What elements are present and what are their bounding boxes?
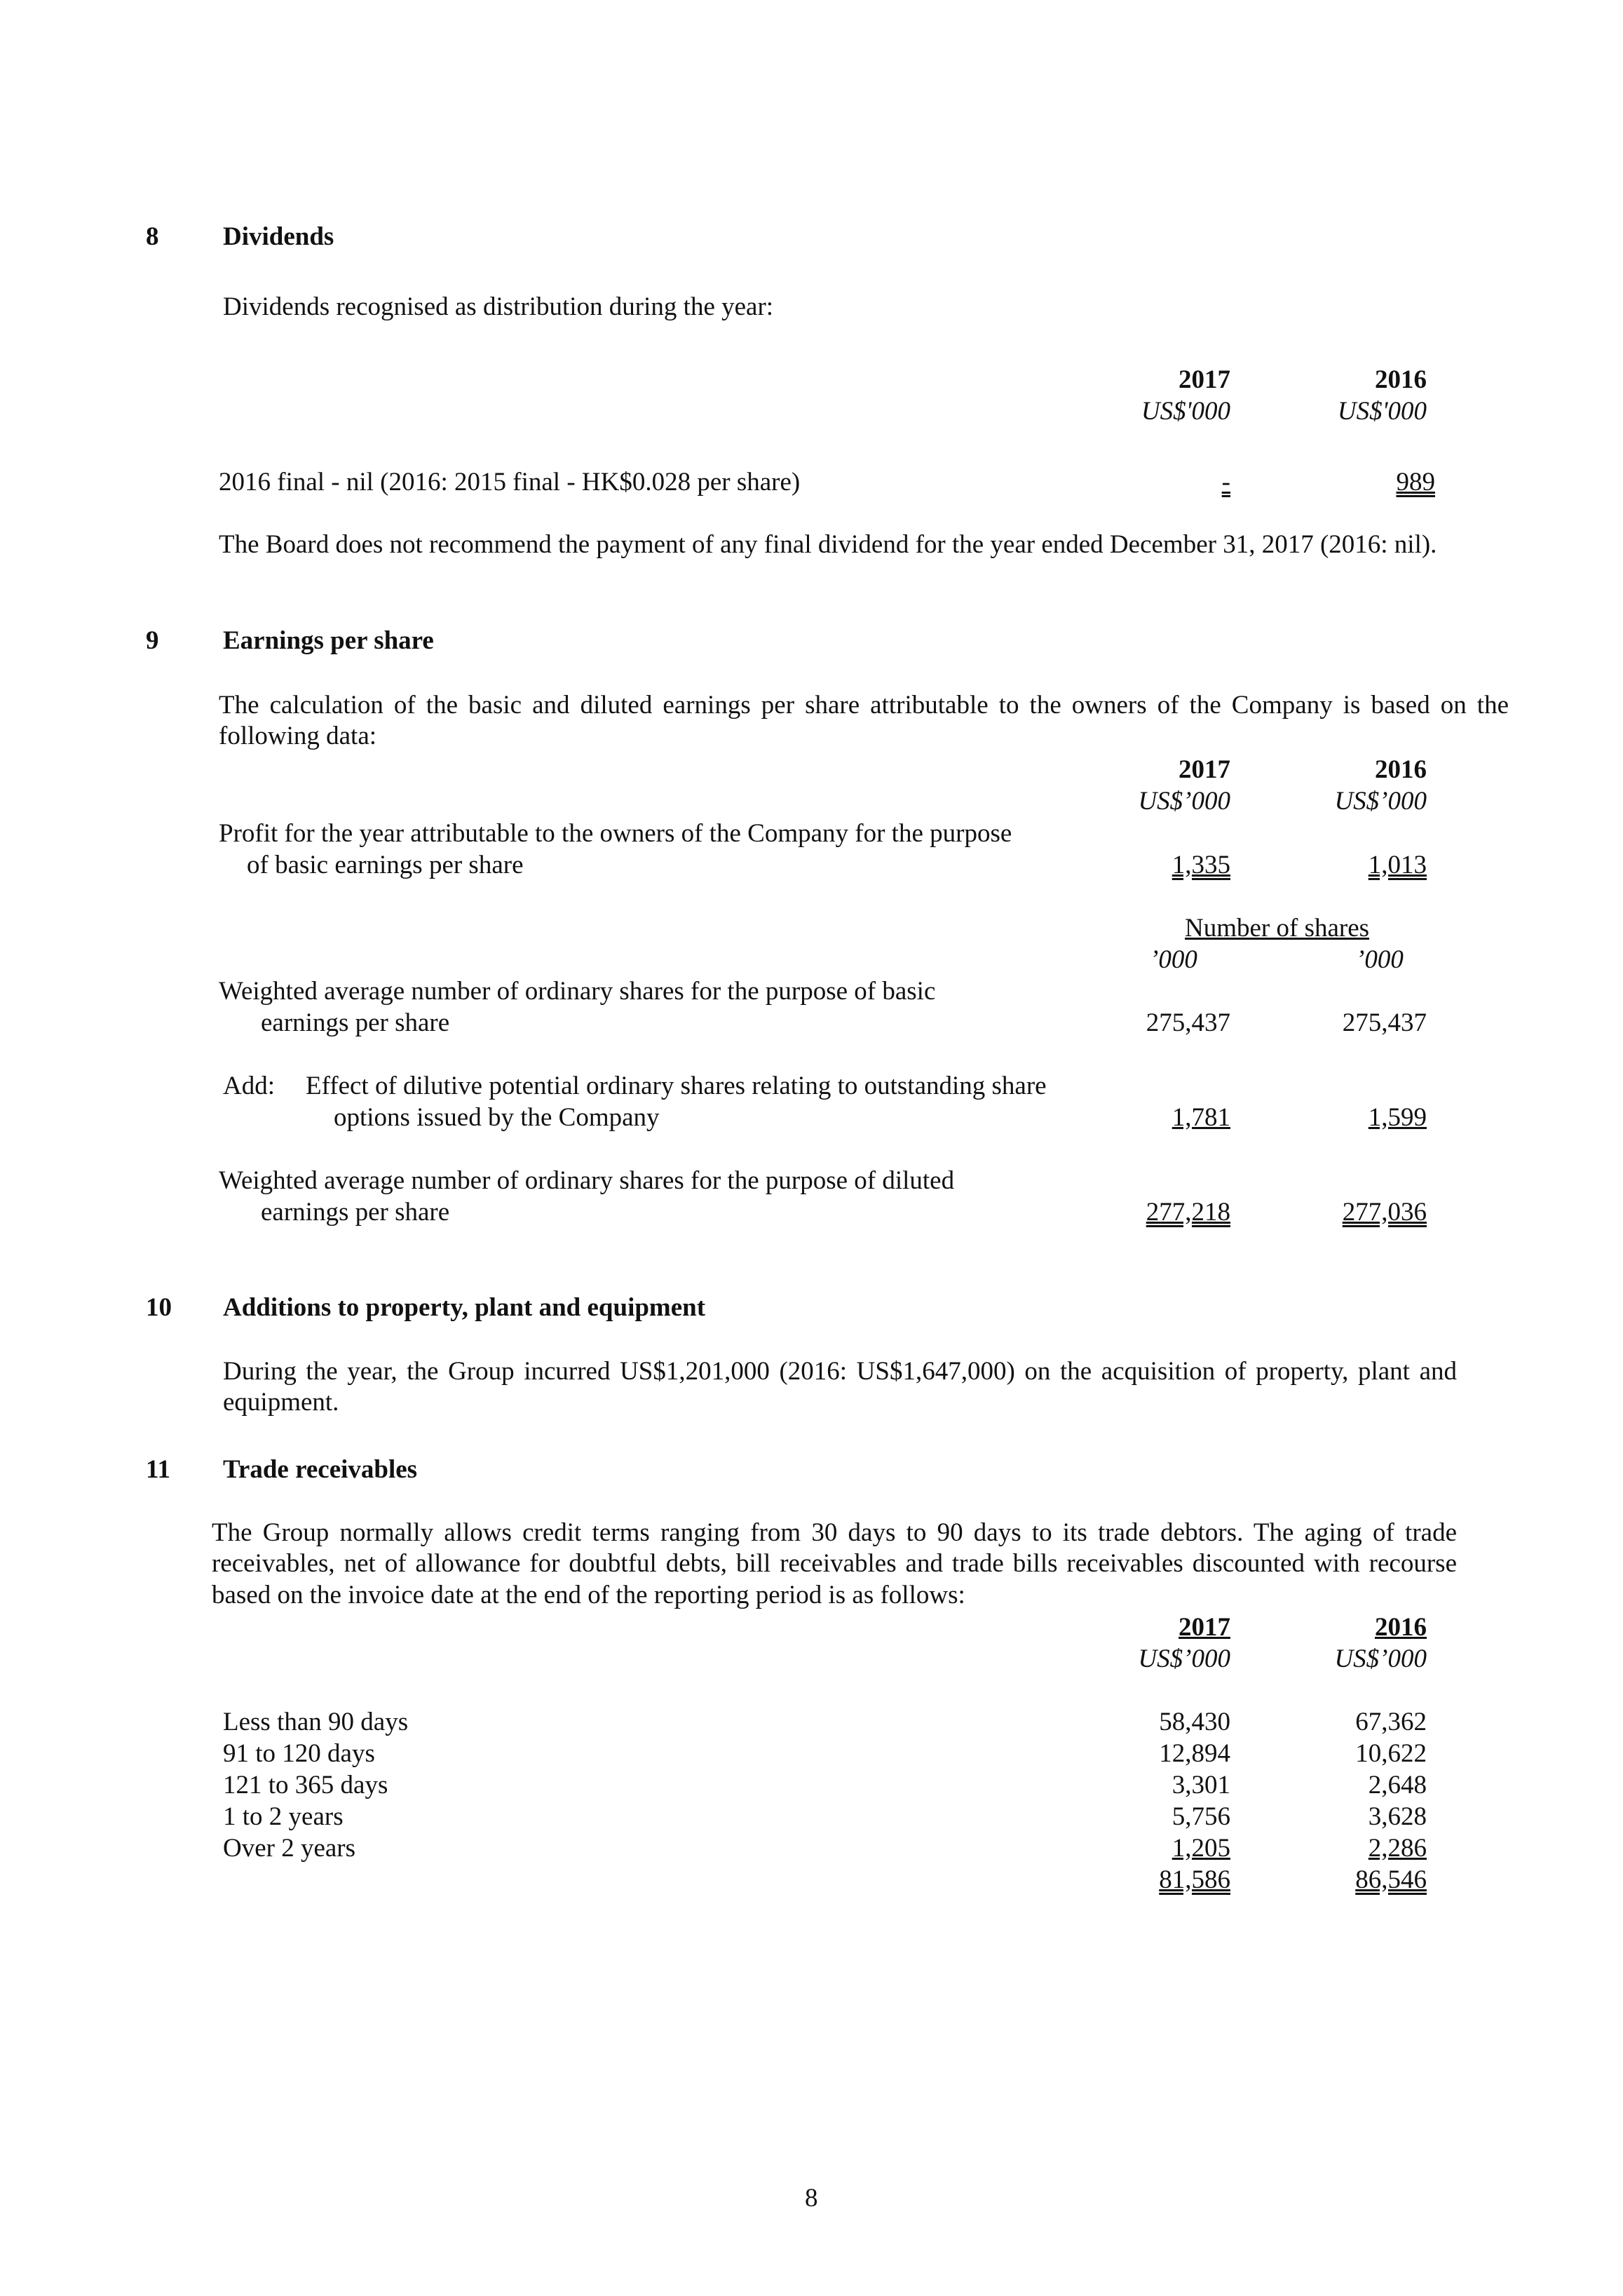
eps-diluted-2017: 277,218: [1146, 1198, 1230, 1227]
dividends-row-2016: 989: [1396, 468, 1435, 497]
dividends-col-2017: 2017: [1179, 365, 1230, 394]
eps-unit-2016: US$’000: [1334, 787, 1427, 816]
eps-add-label-line1: Effect of dilutive potential ordinary shares relating to outstanding share: [306, 1072, 1047, 1100]
receivables-unit-2016: US$’000: [1334, 1645, 1427, 1673]
dividends-unit-2016: US$'000: [1337, 397, 1427, 426]
dividends-col-2016: 2016: [1375, 365, 1427, 394]
eps-diluted-label-line1: Weighted average number of ordinary shares for the purpose of diluted: [219, 1166, 955, 1195]
eps-profit-2017: 1,335: [1172, 851, 1230, 879]
receivables-row-label: 121 to 365 days: [223, 1771, 388, 1799]
section-11-number: 11: [146, 1455, 170, 1484]
receivables-row-2016: 2,648: [1368, 1771, 1427, 1799]
eps-add-2016: 1,599: [1368, 1103, 1427, 1132]
dividends-note: The Board does not recommend the payment of any final dividend for the year ended December 31, 2017 (2016: nil).: [219, 530, 1437, 559]
eps-shares-unit-2017: ’000: [1150, 945, 1197, 974]
receivables-total-2016: 86,546: [1355, 1865, 1427, 1894]
receivables-total-2017: 81,586: [1159, 1865, 1230, 1894]
eps-diluted-label-line2: earnings per share: [261, 1198, 450, 1227]
receivables-body: The Group normally allows credit terms ranging from 30 days to 90 days to its trade debtors. The aging of trade receivables, net of allowance for doubtful debts, bill receivables and trade bills receivables discounted with recourse based on the invoice date at the end of the reporting period is as follows:: [212, 1518, 1457, 1609]
eps-col-2017: 2017: [1179, 755, 1230, 784]
section-11-title: Trade receivables: [223, 1455, 418, 1484]
section-9-title: Earnings per share: [223, 626, 434, 655]
section-8-number: 8: [146, 222, 159, 251]
receivables-unit-2017: US$’000: [1138, 1645, 1230, 1673]
eps-basic-label-line1: Weighted average number of ordinary shares for the purpose of basic: [219, 977, 936, 1006]
receivables-row-2017: 5,756: [1172, 1802, 1230, 1831]
eps-profit-label-line1: Profit for the year attributable to the owners of the Company for the purpose: [219, 819, 1012, 848]
eps-shares-unit-2016: ’000: [1356, 945, 1404, 974]
receivables-row-2016: 2,286: [1368, 1834, 1427, 1863]
section-8-title: Dividends: [223, 222, 334, 251]
eps-add-2017: 1,781: [1172, 1103, 1230, 1132]
receivables-row-label: 1 to 2 years: [223, 1802, 344, 1831]
dividends-row-label: 2016 final - nil (2016: 2015 final - HK$0.028 per share): [219, 468, 801, 497]
eps-basic-2017: 275,437: [1146, 1008, 1230, 1037]
eps-add-label-line2: options issued by the Company: [334, 1103, 660, 1132]
section-10-number: 10: [146, 1293, 172, 1322]
receivables-row-label: 91 to 120 days: [223, 1739, 375, 1768]
dividends-row-2017: -: [1221, 468, 1230, 497]
eps-shares-header: Number of shares: [1185, 914, 1370, 943]
receivables-row-2017: 1,205: [1172, 1834, 1230, 1863]
eps-basic-label-line2: earnings per share: [261, 1008, 450, 1037]
eps-basic-2016: 275,437: [1342, 1008, 1427, 1037]
section-10-title: Additions to property, plant and equipment: [223, 1293, 706, 1322]
receivables-col-2016: 2016: [1375, 1613, 1427, 1642]
receivables-row-2016: 67,362: [1355, 1708, 1427, 1736]
receivables-col-2017: 2017: [1179, 1613, 1230, 1642]
eps-diluted-2016: 277,036: [1342, 1198, 1427, 1227]
receivables-row-label: Less than 90 days: [223, 1708, 409, 1736]
eps-intro: The calculation of the basic and diluted earnings per share attributable to the owners of the Company is based on the following data:: [219, 691, 1509, 751]
receivables-row-2016: 10,622: [1355, 1739, 1427, 1768]
eps-col-2016: 2016: [1375, 755, 1427, 784]
receivables-row-2017: 12,894: [1159, 1739, 1230, 1768]
receivables-row-2017: 3,301: [1172, 1771, 1230, 1799]
receivables-row-2017: 58,430: [1159, 1708, 1230, 1736]
eps-profit-2016: 1,013: [1368, 851, 1427, 879]
eps-profit-label-line2: of basic earnings per share: [247, 851, 524, 879]
ppe-body: During the year, the Group incurred US$1,201,000 (2016: US$1,647,000) on the acquisition of property, plant and equipment.: [223, 1357, 1457, 1417]
page-number: 8: [805, 2184, 818, 2213]
eps-unit-2017: US$’000: [1138, 787, 1230, 816]
eps-add-label: Add:: [223, 1072, 275, 1100]
section-9-number: 9: [146, 626, 159, 655]
dividends-intro: Dividends recognised as distribution during the year:: [223, 292, 774, 321]
receivables-row-2016: 3,628: [1368, 1802, 1427, 1831]
receivables-row-label: Over 2 years: [223, 1834, 356, 1863]
dividends-unit-2017: US$'000: [1141, 397, 1230, 426]
